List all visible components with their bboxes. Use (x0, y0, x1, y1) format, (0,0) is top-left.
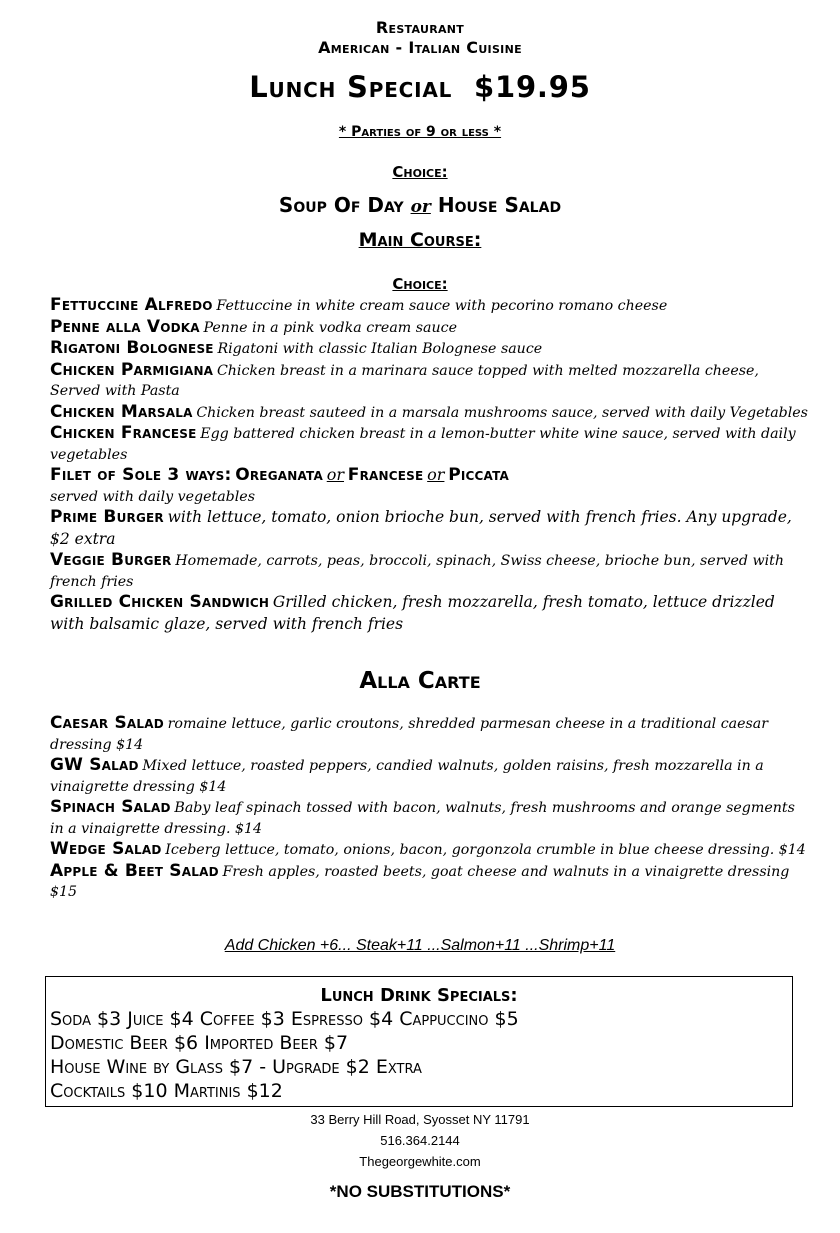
lunch-special-price: $19.95 (474, 70, 591, 104)
menu-item-name: Chicken Marsala (50, 401, 193, 422)
sole-option-oreganata: Oreganata (235, 465, 323, 485)
menu-item-name: Spinach Salad (50, 797, 171, 817)
menu-item-description: Fettuccine in white cream sauce with pecorino romano cheese (216, 298, 668, 314)
menu-item (50, 338, 810, 360)
menu-item (50, 861, 810, 903)
sole-option-francese: Francese (347, 465, 424, 485)
protein-addons: Add Chicken +6... Steak+11 ...Salmon+11 ...Shrimp+11 (224, 937, 616, 954)
or-connector: or (410, 197, 431, 217)
menu-header (0, 18, 840, 106)
salad-option: House Salad (437, 193, 562, 217)
menu-item-name: Rigatoni Bolognese (50, 338, 214, 358)
menu-item-name: Chicken Francese (50, 423, 197, 443)
menu-item (50, 713, 810, 755)
menu-item (50, 465, 810, 507)
menu-item-description: Fresh apples, roasted beets, goat cheese and walnuts in a vinaigrette dressing $15 (50, 863, 790, 900)
main-course-label: Main Course: (358, 229, 482, 251)
menu-item-name: Penne alla Vodka (50, 316, 200, 337)
menu-item (50, 592, 810, 635)
menu-item-name: Filet of Sole 3 ways: (50, 465, 232, 485)
menu-item-name: Grilled Chicken Sandwich (50, 592, 270, 612)
or-connector: or (427, 465, 445, 484)
menu-item-description: Egg battered chicken breast in a lemon-butter white wine sauce, served with daily vegetables (50, 426, 796, 463)
menu-item-name: Chicken Parmigiana (50, 359, 214, 380)
soup-option: Soup Of Day (278, 193, 404, 217)
menu-item-description: with lettuce, tomato, onion brioche bun, served with french fries. Any upgrade, $2 extra (50, 508, 792, 548)
menu-item-description: Penne in a pink vodka cream sauce (203, 319, 457, 336)
menu-item-name: Veggie Burger (50, 550, 172, 570)
sole-option-piccata: Piccata (448, 465, 510, 485)
menu-item-name: Apple & Beet Salad (50, 860, 219, 881)
address: 33 Berry Hill Road, Syosset NY 11791 (310, 1112, 530, 1127)
menu-item-description: Chicken breast in a marinara sauce topped with melted mozzarella cheese, Served with Pasta (50, 362, 759, 399)
drink-specials-box (45, 976, 793, 1107)
menu-item (50, 360, 810, 402)
or-connector: or (326, 465, 345, 484)
restaurant-label: Restaurant (375, 18, 465, 37)
lunch-special-title (0, 68, 840, 106)
party-size-note (0, 124, 840, 140)
menu-item (50, 317, 810, 339)
menu-item-name: Fettuccine Alfredo (50, 295, 213, 315)
restaurant-contact (0, 1109, 840, 1172)
phone-number: 516.364.2144 (380, 1133, 460, 1148)
menu-item-description: Baby leaf spinach tossed with bacon, walnuts, fresh mushrooms and orange segments in a vinaigrette dressing. $14 (50, 800, 795, 837)
main-course-heading (0, 229, 840, 251)
menu-item (50, 507, 810, 550)
alla-carte-list (50, 713, 810, 903)
lunch-special-label: Lunch Special (249, 70, 453, 104)
menu-item (50, 839, 810, 861)
menu-item-description: Rigatoni with classic Italian Bolognese sauce (217, 341, 543, 357)
menu-item (50, 295, 810, 317)
drink-specials-title: Lunch Drink Specials: (320, 985, 518, 1006)
menu-item-description: served with daily vegetables (50, 488, 255, 505)
menu-item (50, 402, 810, 424)
menu-item-name: GW Salad (50, 755, 139, 775)
website: Thegeorgewhite.com (359, 1154, 481, 1169)
menu-item-name: Wedge Salad (50, 839, 162, 859)
menu-item-description: Mixed lettuce, roasted peppers, candied walnuts, golden raisins, fresh mozzarella in a vinaigrette dressing $14 (50, 758, 764, 795)
menu-item-description: Grilled chicken, fresh mozzarella, fresh tomato, lettuce drizzled with balsamic glaze, served with french fries (50, 593, 775, 633)
starter-choice-label: Choice: (392, 163, 448, 181)
menu-item (50, 550, 810, 592)
cuisine-label: American - Italian Cuisine (318, 38, 522, 57)
alla-carte-heading: Alla Carte (359, 668, 481, 694)
menu-item-name: Prime Burger (50, 507, 164, 527)
main-choice-label: Choice: (392, 275, 448, 293)
menu-item (50, 423, 810, 465)
menu-item (50, 797, 810, 839)
drink-row: Domestic Beer $6 Imported Beer $7 (50, 1032, 349, 1054)
party-size-text: * Parties of 9 or less * (338, 124, 502, 140)
starter-choice-heading (0, 163, 840, 181)
drink-row: Cocktails $10 Martinis $12 (50, 1080, 283, 1102)
starter-options (0, 191, 840, 221)
main-course-list (50, 295, 810, 635)
menu-item-name: Caesar Salad (50, 713, 164, 733)
drink-row: Soda $3 Juice $4 Coffee $3 Espresso $4 Cappuccino $5 (50, 1008, 519, 1030)
menu-item-description: Homemade, carrots, peas, broccoli, spinach, Swiss cheese, brioche bun, served with french fries (50, 553, 785, 590)
menu-item-description: Chicken breast sauteed in a marsala mushrooms sauce, served with daily Vegetables (196, 404, 808, 421)
main-choice-heading (0, 275, 840, 293)
menu-item (50, 755, 810, 797)
drink-row: House Wine by Glass $7 - Upgrade $2 Extra (50, 1056, 422, 1078)
menu-item-description: romaine lettuce, garlic croutons, shredded parmesan cheese in a traditional caesar dressing $14 (50, 716, 769, 753)
no-substitutions-note: *NO SUBSTITUTIONS* (329, 1182, 511, 1201)
menu-item-description: Iceberg lettuce, tomato, onions, bacon, gorgonzola crumble in blue cheese dressing. $14 (165, 842, 806, 858)
